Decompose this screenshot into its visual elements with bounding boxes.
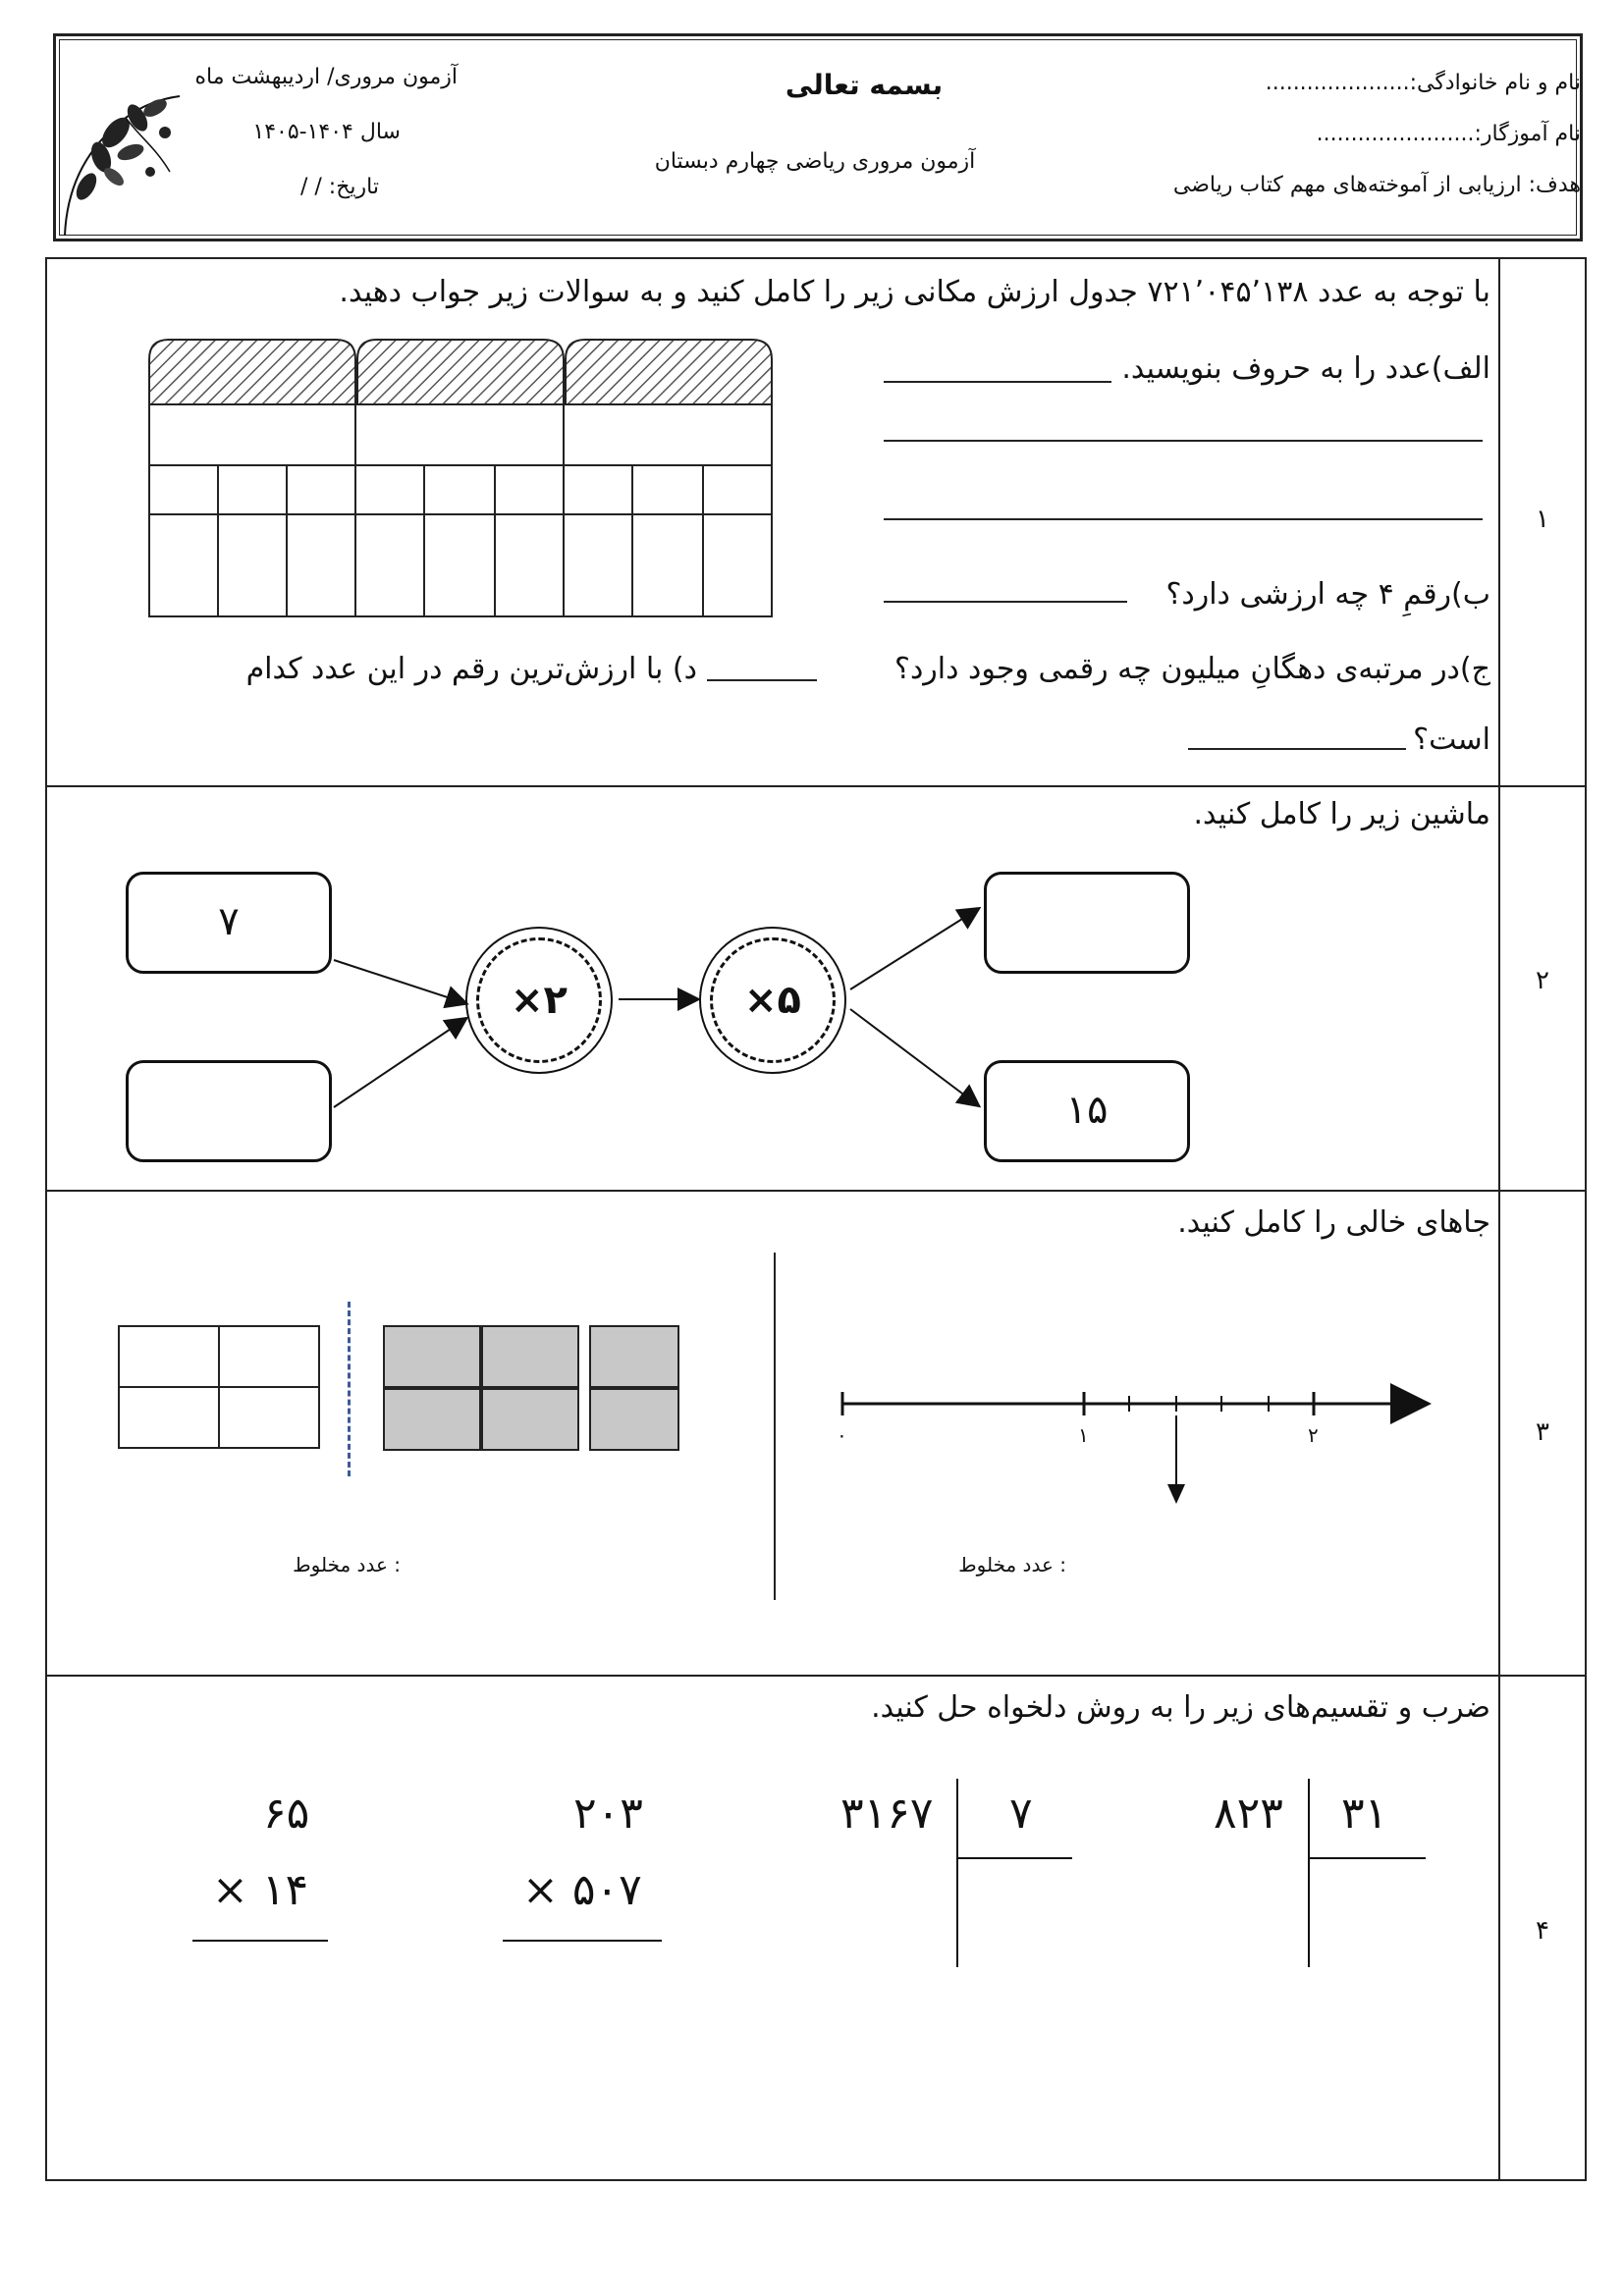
machine-arrows — [324, 864, 1011, 1178]
number-line-label: ۱ — [1078, 1423, 1089, 1447]
fraction-cell-shaded — [589, 1388, 679, 1451]
year-line: سال ۱۴۰۴-۱۴۰۵ — [252, 120, 401, 144]
fraction-cell-shaded — [481, 1325, 579, 1388]
question-part-a: الف)عدد را به حروف بنویسید. — [1121, 351, 1490, 386]
fraction-cell — [118, 1386, 220, 1449]
question-number: ۲ — [1536, 966, 1549, 995]
answer-line[interactable] — [884, 518, 1483, 520]
answer-line[interactable] — [884, 440, 1483, 442]
mixed-number-label: : عدد مخلوط — [293, 1553, 401, 1576]
question-prompt: جاهای خالی را کامل کنید. — [1177, 1205, 1490, 1240]
answer-line[interactable] — [707, 679, 817, 681]
answer-line[interactable] — [1188, 748, 1406, 750]
division-divisor: ۷ — [1009, 1789, 1033, 1839]
question-number: ۱ — [1536, 505, 1549, 534]
machine-operation-1 — [465, 927, 613, 1074]
division-dividend: ۳۱۶۷ — [840, 1789, 934, 1839]
question-part-d: د) با ارزش‌ترین رقم در این عدد کدام — [245, 652, 697, 686]
multiplication-bottom: × ۵۰۷ — [522, 1865, 642, 1915]
question-prompt: ضرب و تقسیم‌های زیر را به روش دلخواه حل کنید. — [871, 1690, 1490, 1725]
question-prompt: با توجه به عدد ۷۲۱٬۰۴۵٬۱۳۸ جدول ارزش مکانی زیر را کامل کنید و به سوالات زیر جواب دهید. — [339, 275, 1490, 309]
number-line-label: ۰ — [837, 1423, 847, 1447]
exam-type-line: آزمون مروری/ اردیبهشت ماه — [194, 65, 458, 89]
row-divider — [45, 1190, 1587, 1192]
student-name-line: نام و نام خانوادگی:..................... — [1265, 71, 1581, 95]
question-part-b: ب)رقمِ ۴ چه ارزشی دارد؟ — [1165, 577, 1490, 612]
machine-input-top[interactable]: ۷ — [126, 872, 332, 974]
division-bar — [1308, 1857, 1426, 1859]
machine-output-top[interactable] — [984, 872, 1190, 974]
number-line-label: ۲ — [1308, 1423, 1319, 1447]
multiplication-line — [192, 1940, 328, 1942]
floral-ornament-icon — [57, 79, 185, 240]
question-prompt: ماشین زیر را کامل کنید. — [1193, 797, 1490, 831]
division-dividend: ۸۲۳ — [1214, 1789, 1283, 1839]
row-divider — [45, 1675, 1587, 1677]
question-number: ۳ — [1536, 1417, 1549, 1447]
goal-line: هدف: ارزیابی از آموخته‌های مهم کتاب ریاضی — [1172, 173, 1581, 197]
division-bar — [956, 1779, 958, 1967]
place-value-table — [147, 338, 776, 618]
question-number: ۴ — [1536, 1916, 1549, 1946]
mixed-number-label: : عدد مخلوط — [958, 1553, 1066, 1576]
question-part-d-cont: است؟ — [1413, 722, 1490, 757]
multiplication-top: ۲۰۳ — [573, 1789, 643, 1839]
fraction-cell — [218, 1325, 320, 1388]
division-bar — [956, 1857, 1072, 1859]
division-bar — [1308, 1779, 1310, 1967]
machine-operation-2 — [699, 927, 846, 1074]
header-title: بسمه تعالی — [785, 69, 944, 101]
multiplication-line — [503, 1940, 662, 1942]
division-divisor: ۳۱ — [1341, 1789, 1388, 1839]
answer-line[interactable] — [884, 601, 1127, 603]
dashed-separator — [348, 1302, 351, 1476]
fraction-cell-shaded — [589, 1325, 679, 1388]
teacher-name-line: نام آموزگار:....................... — [1316, 122, 1581, 146]
number-column-divider — [1498, 257, 1500, 2181]
multiplication-bottom: × ۱۴ — [212, 1865, 309, 1915]
machine-input-bottom[interactable] — [126, 1060, 332, 1162]
header-subtitle: آزمون مروری ریاضی چهارم دبستان — [654, 149, 976, 174]
multiplication-top: ۶۵ — [263, 1789, 310, 1839]
section-divider — [774, 1253, 776, 1600]
operation-label: ×۲ — [511, 978, 568, 1023]
date-line: تاریخ: / / — [300, 175, 379, 199]
question-part-c: ج)در مرتبه‌ی دهگانِ میلیون چه رقمی وجود دارد؟ — [894, 652, 1490, 686]
number-line — [831, 1374, 1439, 1512]
operation-label: ×۵ — [744, 978, 801, 1023]
answer-line[interactable] — [884, 381, 1111, 383]
row-divider — [45, 785, 1587, 787]
fraction-cell-shaded — [481, 1388, 579, 1451]
fraction-cell — [118, 1325, 220, 1388]
fraction-cell-shaded — [383, 1388, 481, 1451]
fraction-cell — [218, 1386, 320, 1449]
fraction-cell-shaded — [383, 1325, 481, 1388]
machine-output-bottom[interactable]: ۱۵ — [984, 1060, 1190, 1162]
